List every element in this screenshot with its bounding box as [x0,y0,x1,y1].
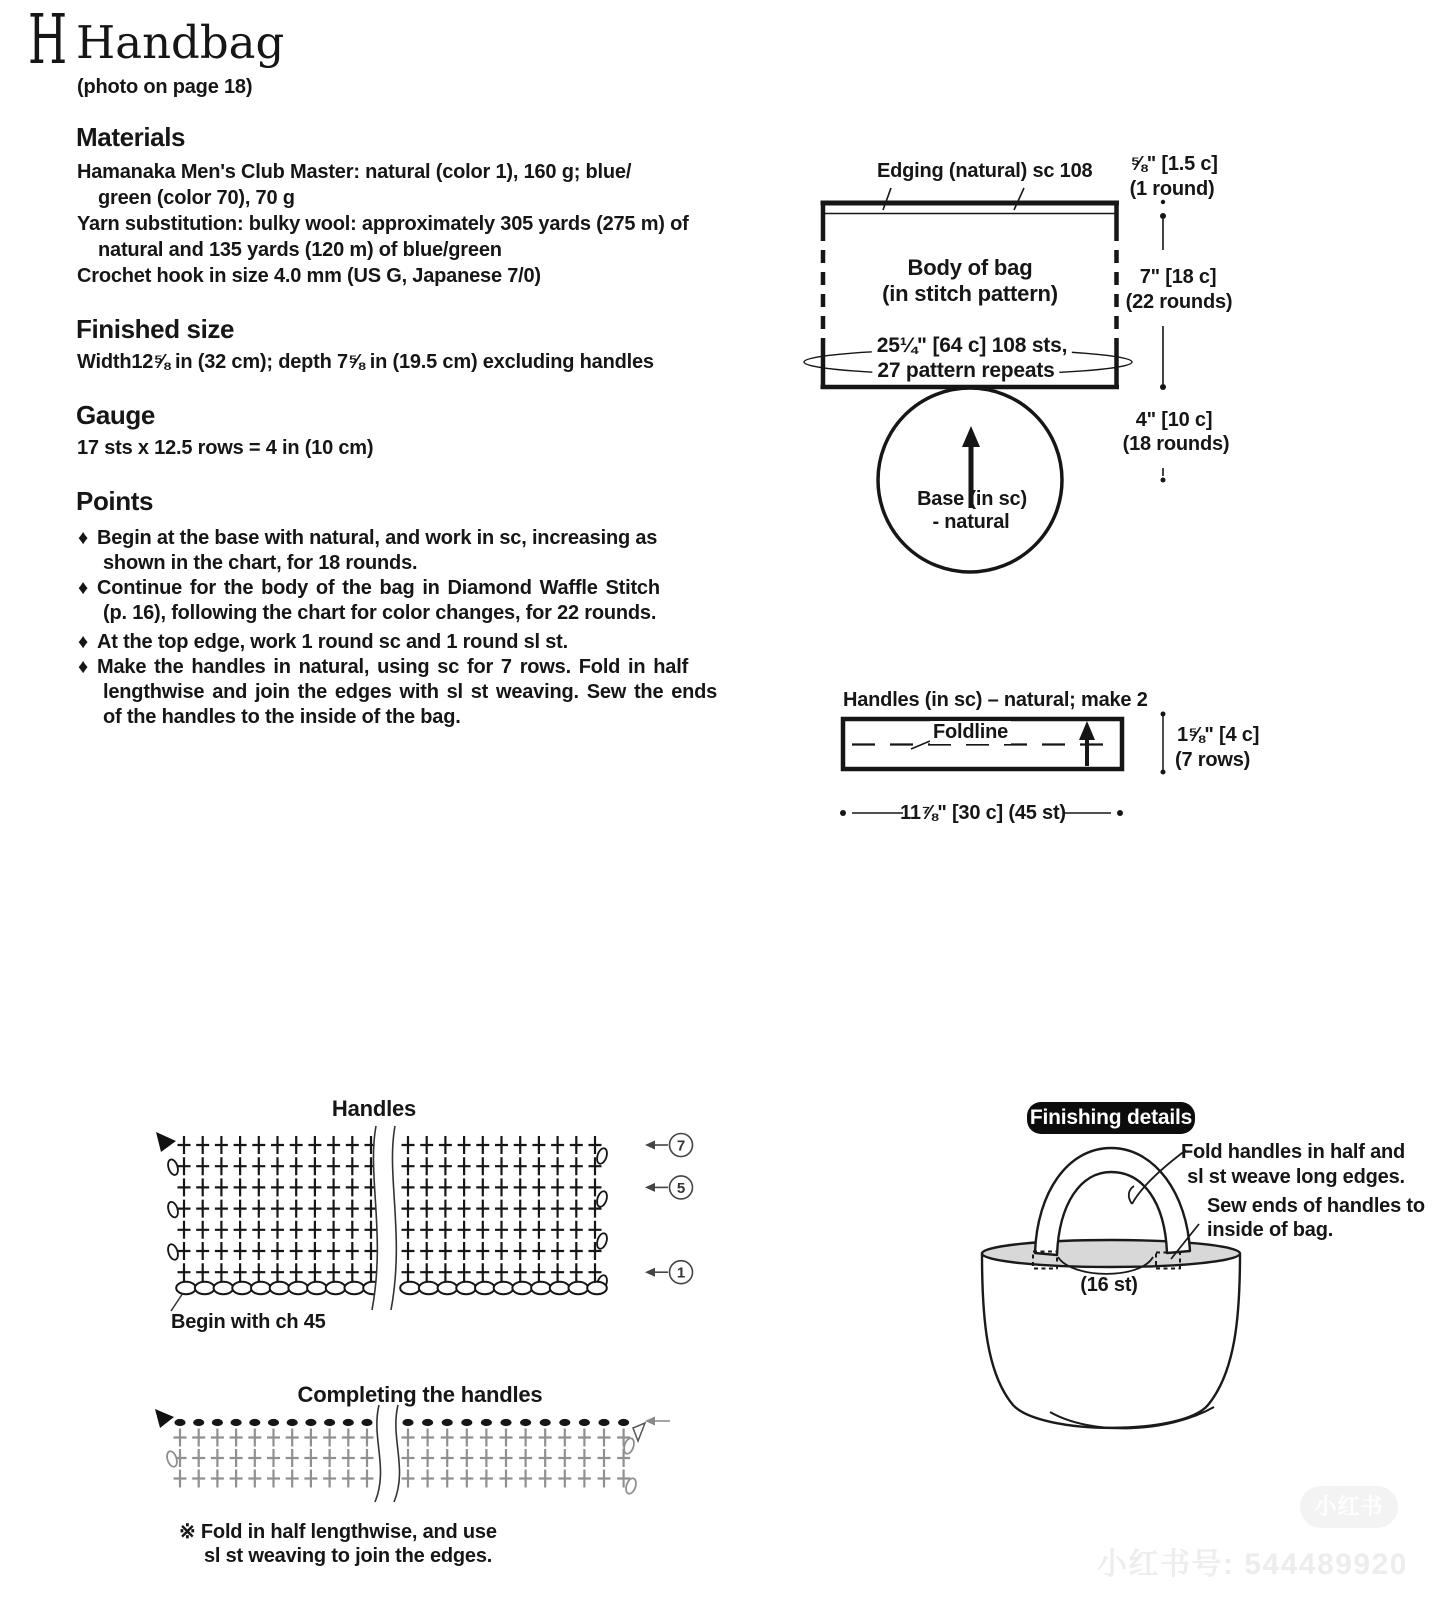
gauge-text: 17 sts x 12.5 rows = 4 in (10 cm) [77,437,374,459]
handle-height-dimension: (7 rows) [1175,749,1251,771]
svg-text:5: 5 [676,1179,686,1197]
bullet-diamond-icon: ♦ [78,631,89,653]
point-item [78,656,688,679]
handles-diagram-title: Handles (in sc) – natural; make 2 [843,689,1148,711]
point-item [78,631,568,654]
edging-label: Edging (natural) sc 108 [877,160,1093,182]
materials-line: Crochet hook in size 4.0 mm (US G, Japanese 7/0) [77,265,541,287]
body-dimension: (22 rounds) [1125,291,1233,313]
materials-line: Hamanaka Men's Club Master: natural (color 1), 160 g; blue/ [77,161,632,183]
svg-text:1: 1 [676,1264,686,1282]
bag-width-label: 27 pattern repeats [872,359,1059,383]
base-label: Base (in sc) [917,488,1027,510]
sew-callout: Sew ends of handles to [1207,1195,1425,1217]
body-dimension: 7" [18 c] [1139,266,1217,288]
fold-callout: Fold handles in half and [1180,1141,1406,1163]
materials-line: natural and 135 yards (120 m) of blue/green [98,239,502,261]
finishing-details-badge: Finishing details [1027,1102,1195,1134]
fold-note: ※ Fold in half lengthwise, and use [179,1521,497,1543]
base-dimension: 4" [10 c] [1135,409,1213,431]
chapter-drop-cap: H [28,1,68,80]
bullet-diamond-icon: ♦ [78,577,89,599]
handles-chart-title: Handles [331,1096,417,1121]
edging-dimension: ⅝" [1.5 c] [1130,153,1218,175]
materials-heading: Materials [76,122,186,152]
foldline-label: Foldline [930,721,1011,744]
watermark-id: 小红书号: 544489920 [1097,1548,1408,1581]
point-text: lengthwise and join the edges with sl st weaving. Sew the ends [103,681,718,703]
begin-chain-label: Begin with ch 45 [171,1311,326,1333]
edging-dimension: (1 round) [1129,178,1215,200]
fold-note: sl st weaving to join the edges. [204,1545,493,1567]
bullet-diamond-icon: ♦ [78,656,89,678]
gauge-heading: Gauge [76,400,155,430]
point-text: Continue for the body of the bag in Diamond Waffle Stitch [97,577,660,599]
point-text: shown in the chart, for 18 rounds. [103,552,418,574]
body-of-bag-label: Body of bag [907,255,1033,280]
point-text: Make the handles in natural, using sc for 7 rows. Fold in half [97,656,689,678]
watermark-badge: 小红书 [1300,1486,1398,1528]
handle-height-dimension: 1⅝" [4 c] [1177,724,1260,746]
page-title: Handbag [76,16,285,69]
points-heading: Points [76,486,154,516]
materials-line: Yarn substitution: bulky wool: approximately 305 yards (275 m) of [77,213,689,235]
completing-chart-title: Completing the handles [297,1382,543,1407]
bag-width-label: 25¼" [64 c] 108 sts, [872,334,1072,358]
finished-size-text: Width12⅝ in (32 cm); depth 7⅝ in (19.5 cm) excluding handles [77,351,654,373]
point-text: Begin at the base with natural, and work in sc, increasing as [97,527,658,549]
stitch-count-label: (16 st) [1080,1274,1138,1296]
sew-callout: inside of bag. [1207,1219,1334,1241]
point-text: (p. 16), following the chart for color changes, for 22 rounds. [103,602,657,624]
handle-width-dimension: 11⅞" [30 c] (45 st) [900,802,1066,824]
finished-size-heading: Finished size [76,314,235,344]
base-label: - natural [932,511,1010,533]
materials-line: green (color 70), 70 g [98,187,295,209]
point-text: At the top edge, work 1 round sc and 1 round sl st. [97,631,568,653]
fold-callout: sl st weave long edges. [1187,1166,1405,1188]
svg-text:7: 7 [676,1137,686,1155]
photo-reference: (photo on page 18) [77,76,253,98]
body-of-bag-label: (in stitch pattern) [882,281,1058,306]
point-item [78,577,660,600]
point-item [78,527,657,550]
bullet-diamond-icon: ♦ [78,527,89,549]
point-text: of the handles to the inside of the bag. [103,706,461,728]
base-dimension: (18 rounds) [1122,433,1230,455]
